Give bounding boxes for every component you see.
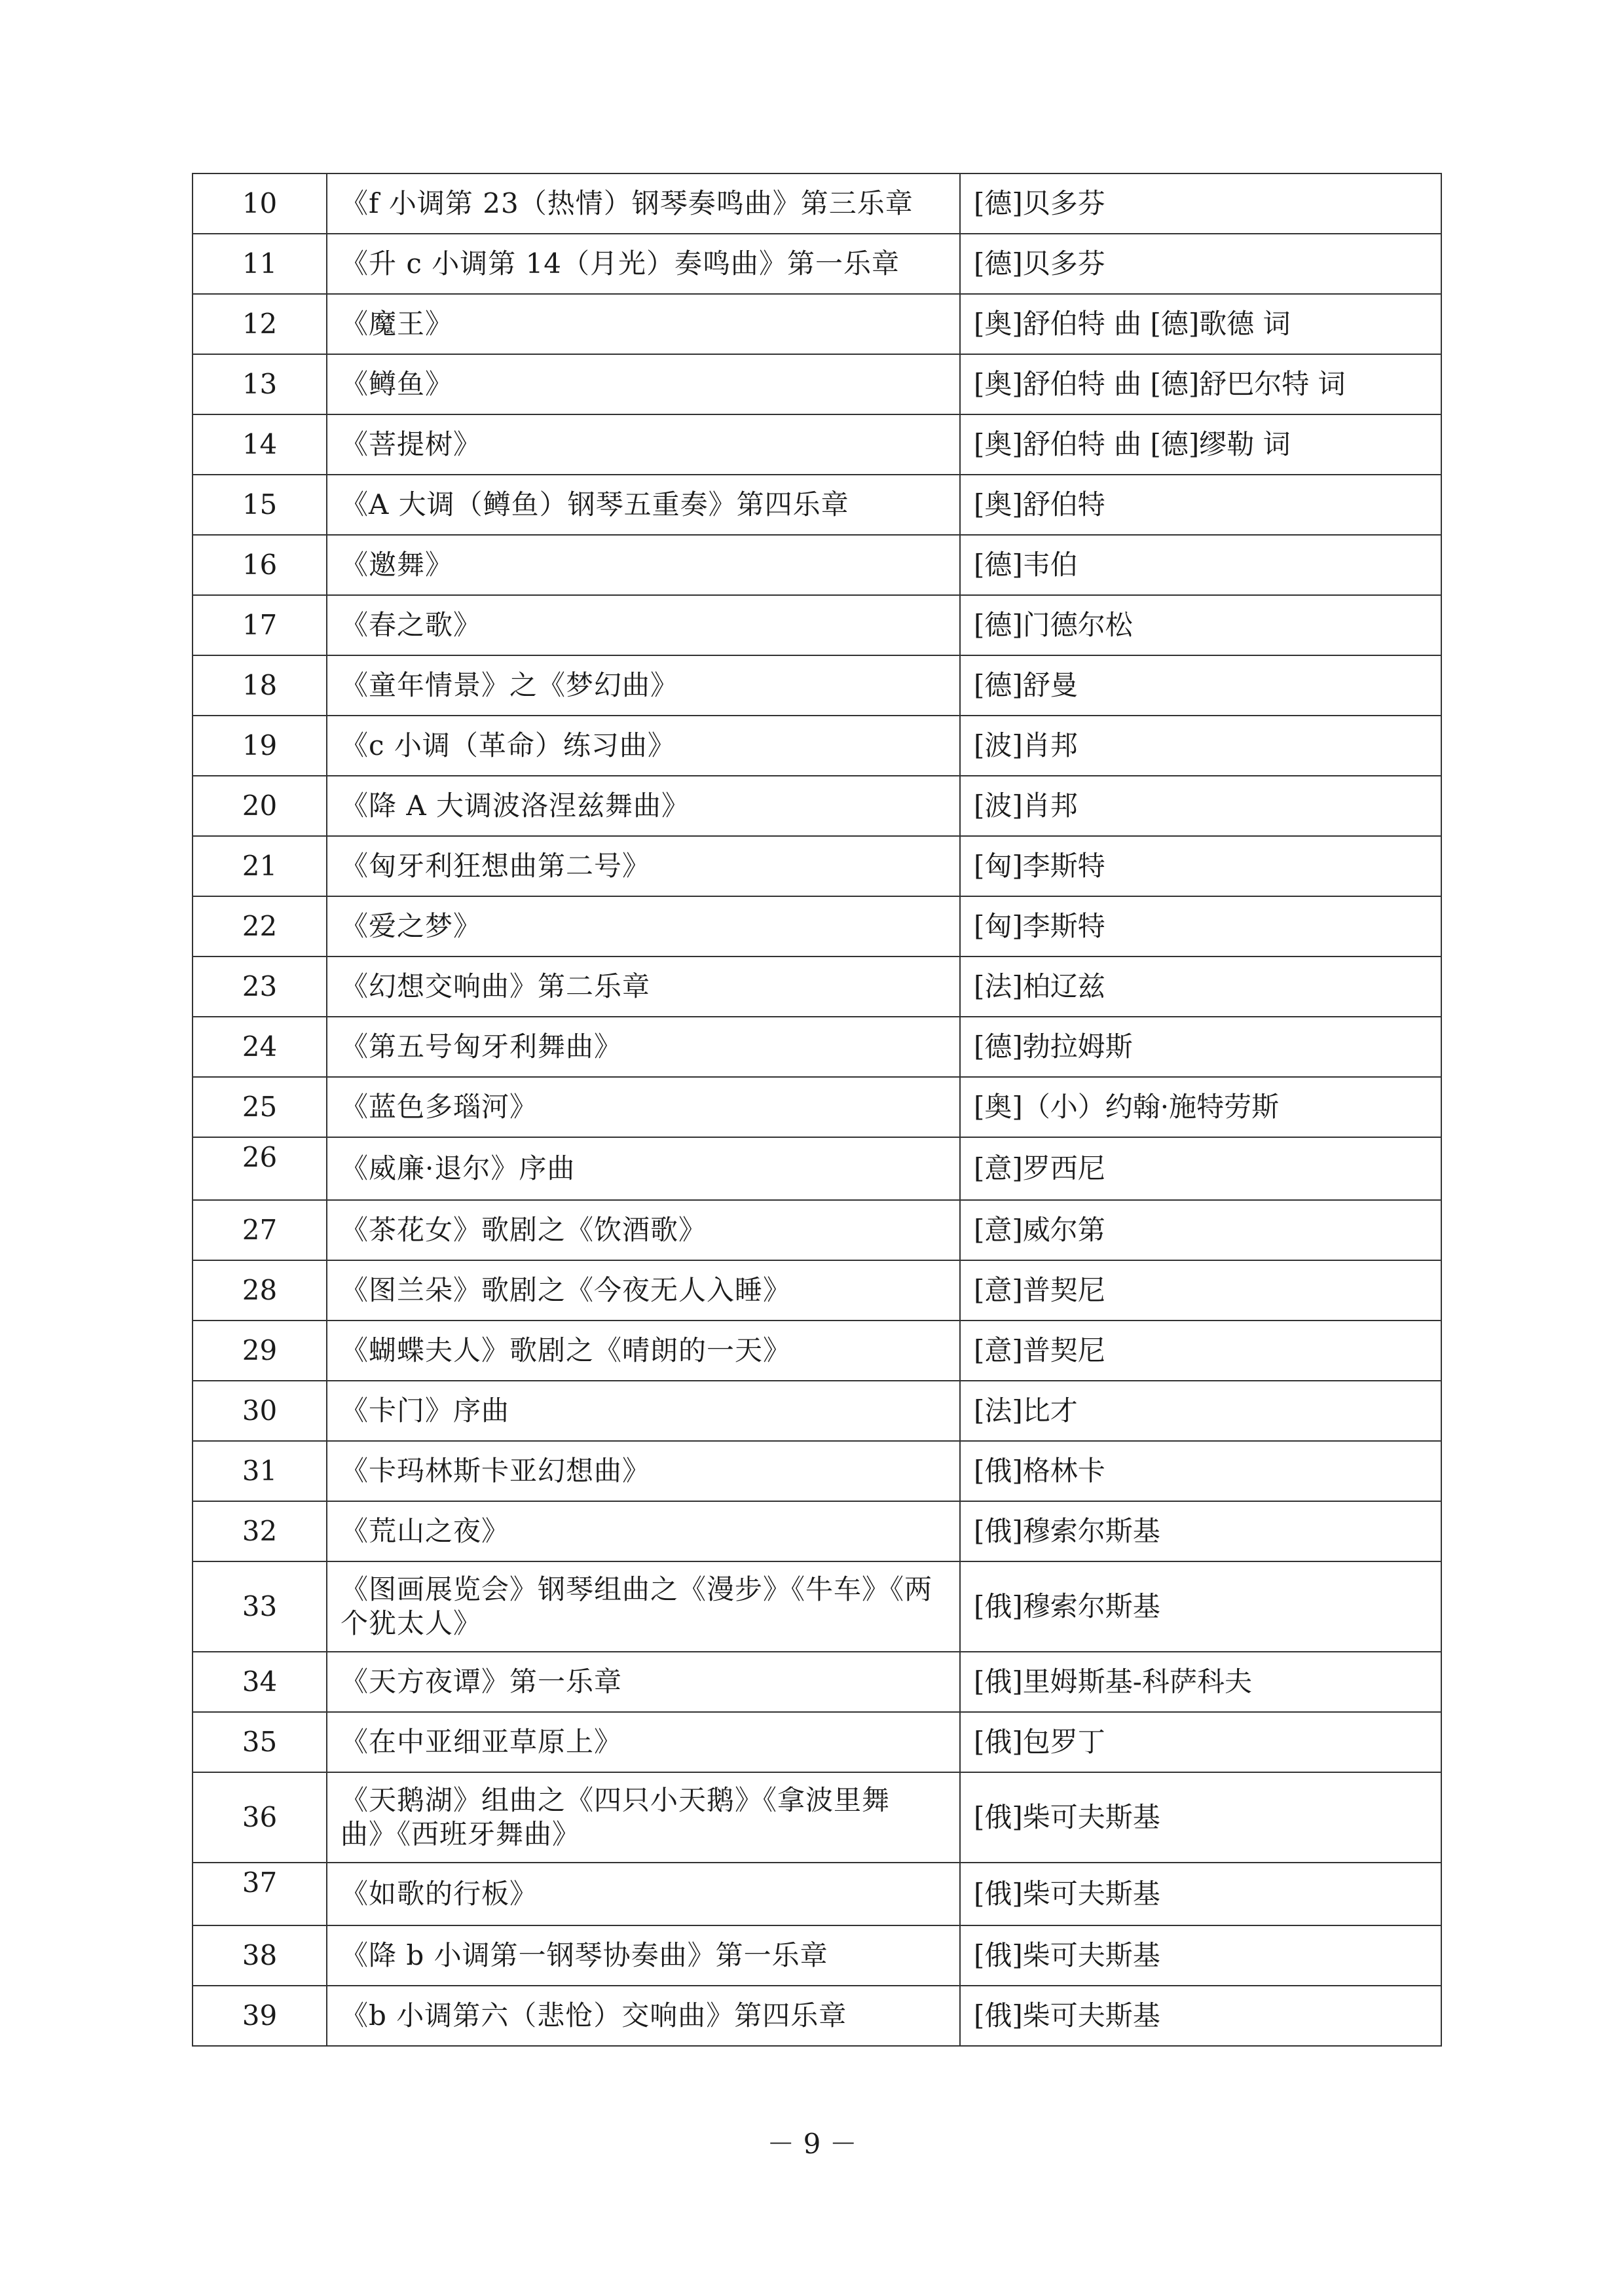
row-number: 18 [193, 655, 327, 716]
table-row [193, 1501, 1441, 1561]
composer: [德]门德尔松 [960, 595, 1441, 655]
work-title: 《爱之梦》 [327, 896, 960, 957]
work-title: 《幻想交响曲》第二乐章 [327, 957, 960, 1017]
table-row [193, 1077, 1441, 1137]
composer: [奥]（小）约翰·施特劳斯 [960, 1077, 1441, 1137]
table-row [193, 655, 1441, 716]
composer: [法]比才 [960, 1381, 1441, 1441]
row-number: 29 [193, 1321, 327, 1381]
row-number: 19 [193, 716, 327, 776]
table-row [193, 1712, 1441, 1772]
table-row [193, 1986, 1441, 2046]
composer: [匈]李斯特 [960, 836, 1441, 896]
table-row [193, 294, 1441, 354]
row-number: 17 [193, 595, 327, 655]
row-number: 24 [193, 1017, 327, 1077]
composer: [俄]柴可夫斯基 [960, 1863, 1441, 1925]
table-row [193, 776, 1441, 836]
composer: [奥]舒伯特 曲 [德]歌德 词 [960, 294, 1441, 354]
composer: [德]贝多芬 [960, 173, 1441, 234]
composer: [匈]李斯特 [960, 896, 1441, 957]
table-row [193, 595, 1441, 655]
table-row [193, 836, 1441, 896]
row-number: 21 [193, 836, 327, 896]
composer: [奥]舒伯特 [960, 475, 1441, 535]
composer: [意]威尔第 [960, 1200, 1441, 1260]
work-title: 《升 c 小调第 14（月光）奏鸣曲》第一乐章 [327, 234, 960, 294]
row-number: 28 [193, 1260, 327, 1321]
work-title: 《A 大调（鳟鱼）钢琴五重奏》第四乐章 [327, 475, 960, 535]
row-number: 26 [193, 1137, 327, 1200]
row-number: 36 [193, 1772, 327, 1863]
composer: [德]韦伯 [960, 535, 1441, 595]
row-number: 13 [193, 354, 327, 414]
composer: [俄]里姆斯基-科萨科夫 [960, 1652, 1441, 1712]
table-row [193, 1561, 1441, 1652]
composer: [德]贝多芬 [960, 234, 1441, 294]
composer: [奥]舒伯特 曲 [德]缪勒 词 [960, 414, 1441, 475]
row-number: 15 [193, 475, 327, 535]
table-row [193, 535, 1441, 595]
composer: [意]普契尼 [960, 1260, 1441, 1321]
composer: [俄]柴可夫斯基 [960, 1986, 1441, 2046]
row-number: 34 [193, 1652, 327, 1712]
work-title: 《降 b 小调第一钢琴协奏曲》第一乐章 [327, 1925, 960, 1986]
work-title: 《威廉·退尔》序曲 [327, 1137, 960, 1200]
table-row [193, 1321, 1441, 1381]
row-number: 12 [193, 294, 327, 354]
work-title: 《菩提树》 [327, 414, 960, 475]
work-title: 《f 小调第 23（热情）钢琴奏鸣曲》第三乐章 [327, 173, 960, 234]
row-number: 27 [193, 1200, 327, 1260]
composer: [俄]穆索尔斯基 [960, 1501, 1441, 1561]
work-title: 《蓝色多瑙河》 [327, 1077, 960, 1137]
composer: [俄]穆索尔斯基 [960, 1561, 1441, 1652]
table-row [193, 475, 1441, 535]
row-number: 16 [193, 535, 327, 595]
table-body [193, 173, 1441, 2046]
work-title: 《天鹅湖》组曲之《四只小天鹅》《拿波里舞曲》《西班牙舞曲》 [327, 1772, 960, 1863]
row-number: 10 [193, 173, 327, 234]
composer: [俄]柴可夫斯基 [960, 1925, 1441, 1986]
table-row [193, 173, 1441, 234]
composer: [德]舒曼 [960, 655, 1441, 716]
work-title: 《鳟鱼》 [327, 354, 960, 414]
table-row [193, 716, 1441, 776]
work-title: 《匈牙利狂想曲第二号》 [327, 836, 960, 896]
row-number: 39 [193, 1986, 327, 2046]
composer: [波]肖邦 [960, 716, 1441, 776]
table-row [193, 1652, 1441, 1712]
table-row [193, 1772, 1441, 1863]
work-title: 《春之歌》 [327, 595, 960, 655]
row-number: 32 [193, 1501, 327, 1561]
music-works-table [192, 173, 1442, 2047]
table-row [193, 1200, 1441, 1260]
work-title: 《童年情景》之《梦幻曲》 [327, 655, 960, 716]
composer: [意]普契尼 [960, 1321, 1441, 1381]
row-number: 30 [193, 1381, 327, 1441]
work-title: 《c 小调（革命）练习曲》 [327, 716, 960, 776]
table-row [193, 1863, 1441, 1925]
composer: [德]勃拉姆斯 [960, 1017, 1441, 1077]
composer: [意]罗西尼 [960, 1137, 1441, 1200]
composer: [俄]柴可夫斯基 [960, 1772, 1441, 1863]
work-title: 《茶花女》歌剧之《饮酒歌》 [327, 1200, 960, 1260]
row-number: 37 [193, 1863, 327, 1925]
row-number: 25 [193, 1077, 327, 1137]
table-row [193, 1925, 1441, 1986]
row-number: 35 [193, 1712, 327, 1772]
work-title: 《魔王》 [327, 294, 960, 354]
row-number: 31 [193, 1441, 327, 1501]
work-title: 《在中亚细亚草原上》 [327, 1712, 960, 1772]
work-title: 《第五号匈牙利舞曲》 [327, 1017, 960, 1077]
row-number: 33 [193, 1561, 327, 1652]
row-number: 38 [193, 1925, 327, 1986]
table-row [193, 896, 1441, 957]
table-row [193, 354, 1441, 414]
row-number: 11 [193, 234, 327, 294]
table-row [193, 414, 1441, 475]
table-row [193, 1260, 1441, 1321]
table-row [193, 957, 1441, 1017]
work-title: 《卡玛林斯卡亚幻想曲》 [327, 1441, 960, 1501]
row-number: 14 [193, 414, 327, 475]
composer: [法]柏辽兹 [960, 957, 1441, 1017]
row-number: 22 [193, 896, 327, 957]
work-title: 《天方夜谭》第一乐章 [327, 1652, 960, 1712]
work-title: 《荒山之夜》 [327, 1501, 960, 1561]
work-title: 《卡门》序曲 [327, 1381, 960, 1441]
row-number: 20 [193, 776, 327, 836]
work-title: 《图兰朵》歌剧之《今夜无人入睡》 [327, 1260, 960, 1321]
table-row [193, 1381, 1441, 1441]
work-title: 《蝴蝶夫人》歌剧之《晴朗的一天》 [327, 1321, 960, 1381]
table-row [193, 1017, 1441, 1077]
work-title: 《图画展览会》钢琴组曲之《漫步》《牛车》《两个犹太人》 [327, 1561, 960, 1652]
composer: [波]肖邦 [960, 776, 1441, 836]
table-row [193, 1441, 1441, 1501]
composer: [俄]格林卡 [960, 1441, 1441, 1501]
work-title: 《如歌的行板》 [327, 1863, 960, 1925]
composer: [俄]包罗丁 [960, 1712, 1441, 1772]
work-title: 《b 小调第六（悲怆）交响曲》第四乐章 [327, 1986, 960, 2046]
work-title: 《邀舞》 [327, 535, 960, 595]
work-title: 《降 A 大调波洛涅兹舞曲》 [327, 776, 960, 836]
composer: [奥]舒伯特 曲 [德]舒巴尔特 词 [960, 354, 1441, 414]
page-number: － 9 － [767, 2128, 857, 2160]
row-number: 23 [193, 957, 327, 1017]
table-row [193, 1137, 1441, 1200]
table-row [193, 234, 1441, 294]
